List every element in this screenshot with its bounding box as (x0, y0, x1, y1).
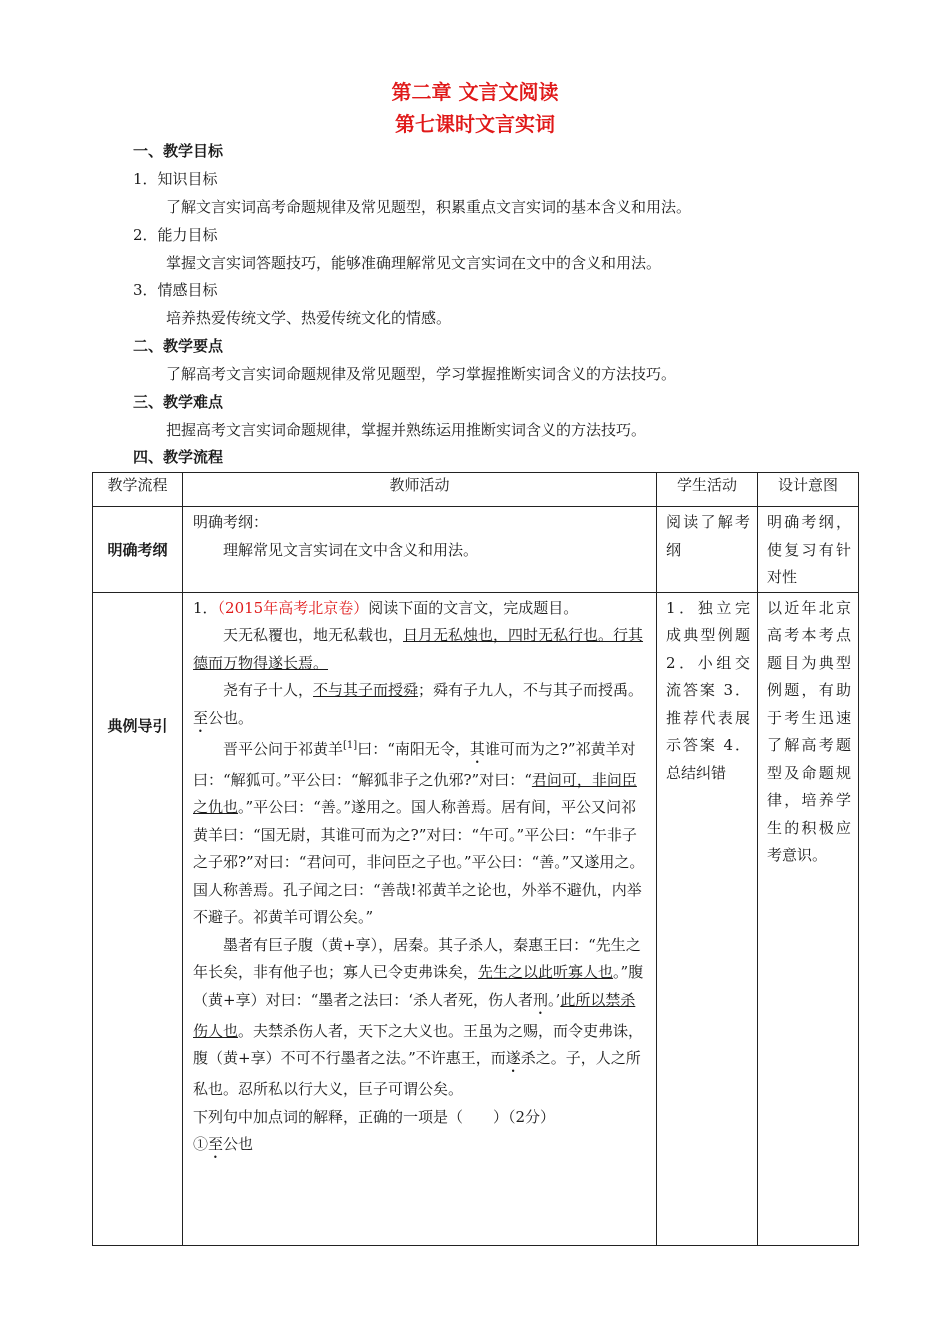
question-number: 1． (193, 598, 218, 617)
passage-text: 天无私覆也，地无私载也， (223, 626, 404, 644)
row1-teacher-line1: 明确考纲： (193, 513, 269, 531)
goal2-label: 2．能力目标 (133, 226, 218, 244)
teaching-flow-table (92, 472, 859, 1246)
stage-cell: 典例导引 (93, 592, 183, 1245)
goals-heading: 一、教学目标 (133, 142, 224, 160)
question-instruction: 阅读下面的文言文，完成题目。 (368, 598, 579, 617)
passage-paragraph (193, 622, 648, 677)
passage-text: 杀之。子，人之所私也。忍所私以行大义，巨子可谓公矣。 (193, 1049, 641, 1098)
row2-intent: 以近年北京高考本考点题目为典型例题，有助于考生迅速了解高考题型及命题规律，培养学生的积极应考意识。 (767, 598, 851, 864)
passage-paragraph (193, 677, 648, 736)
passage-text: 尧有子十人， (223, 681, 314, 699)
passage-text: 。’ (548, 990, 561, 1009)
passage-text: 曰：“南阳无令， (357, 739, 470, 758)
passage-text: 公也。 (208, 708, 254, 727)
header-cell (657, 473, 758, 507)
header-student: 学生活动 (676, 476, 737, 494)
underlined-text: 君问可，非问臣之仇也 (193, 770, 637, 816)
underlined-text: 先生之以此听寡人也 (478, 963, 614, 981)
header-teacher: 教师活动 (389, 476, 450, 494)
underlined-text: 此所以禁杀伤人也 (193, 990, 636, 1040)
dotted-word: 至 (193, 708, 209, 727)
row2-student: 1．独立完成典型例题 2．小组交流答案 3．推荐代表展示答案 4．总结纠错 (666, 598, 750, 782)
difficult-text: 把握高考文言实词命题规律，掌握并熟练运用推断实词含义的方法技巧。 (166, 421, 647, 439)
table-row (93, 507, 859, 593)
header-cell (183, 473, 657, 507)
intent-cell (758, 592, 859, 1245)
student-cell (657, 507, 758, 593)
passage-text: 。”平公曰：“善。”遂用之。国人称善焉。居有间，平公又问祁黄羊曰：“国无尉，其谁可而为之?”对曰：“午可。”平公曰：“午非子之子邪?”对曰：“君问可，非问臣之子也。”平公曰：“善。”又遂用之。国人称善焉。孔子闻之曰：“善哉!祁黄羊之论也，外举不避仇，内举不避子。祁黄羊可谓公矣。” (193, 798, 645, 926)
row1-intent: 明确考纲，使复习有针对性 (767, 513, 851, 586)
footnote-ref: [1] (343, 739, 358, 751)
passage-text: ；舜有子九人，不与其子而授禹。 (418, 681, 644, 699)
dotted-word: 刑 (533, 990, 549, 1009)
dotted-word: 其 (469, 739, 485, 758)
header-flow: 教学流程 (107, 476, 168, 494)
answer-option (193, 1131, 648, 1162)
dotted-word: 遂 (505, 1049, 521, 1067)
dotted-word: 至 (208, 1135, 224, 1153)
underlined-text: 不与其子而授舜 (313, 681, 419, 699)
intent-cell (758, 507, 859, 593)
passage-text: 晋平公问于祁黄羊 (223, 739, 344, 758)
passage-text: 。”腹（黄+享）对曰：“墨者之法曰：‘杀人者死，伤人者 (193, 963, 644, 1009)
header-cell (758, 473, 859, 507)
goal3-label: 3．情感目标 (133, 281, 218, 299)
goal1-label: 1．知识目标 (133, 170, 218, 188)
passage-text: 谁可而为之?”祁黄羊对曰：“解狐可。”平公曰：“解狐非子之仇邪?”对曰：“ (193, 739, 636, 789)
option-text: 公也 (223, 1135, 254, 1153)
question-prompt: 下列句中加点词的解释，正确的一项是（ ）（2分） (193, 1107, 556, 1126)
question-line (193, 595, 648, 623)
difficult-heading: 三、教学难点 (133, 393, 224, 411)
flow-heading: 四、教学流程 (133, 448, 224, 466)
teacher-cell (183, 592, 657, 1245)
passage-paragraph (193, 736, 648, 932)
question-source: （2015年高考北京卷） (217, 598, 369, 617)
lesson-title: 第七课时文言实词 (395, 112, 555, 136)
row1-student: 阅读了解考纲 (666, 513, 750, 559)
table-header-row (93, 473, 859, 507)
chapter-title: 第二章 文言文阅读 (391, 80, 559, 104)
row1-teacher-line2: 理解常见文言实词在文中含义和用法。 (223, 540, 479, 559)
option-number: ① (193, 1135, 209, 1153)
student-cell (657, 592, 758, 1245)
stage-cell: 明确考纲 (93, 507, 183, 593)
passage-text: 。夫禁杀伤人者，天下之大义也。王虽为之赐，而令吏弗诛，腹（黄+享）不可不行墨者之法。”不许惠王，而 (193, 1021, 644, 1067)
passage-paragraph (193, 932, 648, 1104)
header-intent: 设计意图 (777, 476, 838, 494)
key-text: 了解高考文言实词命题规律及常见题型，学习掌握推断实词含义的方法技巧。 (166, 365, 677, 383)
goal2-text: 掌握文言实词答题技巧，能够准确理解常见文言实词在文中的含义和用法。 (166, 254, 662, 272)
goal1-text: 了解文言实词高考命题规律及常见题型，积累重点文言实词的基本含义和用法。 (166, 198, 692, 216)
passage-text: 墨者有巨子腹（黄+享），居秦。其子杀人，秦惠王曰：“先生之年长矣，非有他子也；寡人已令吏弗诛矣， (193, 935, 641, 981)
underlined-text: 日月无私烛也，四时无私行也。行其德而万物得遂长焉。 (193, 626, 644, 672)
teacher-cell (183, 507, 657, 593)
header-cell (93, 473, 183, 507)
key-heading: 二、教学要点 (133, 337, 224, 355)
table-row (93, 592, 859, 1245)
goal3-text: 培养热爱传统文学、热爱传统文化的情感。 (166, 309, 452, 327)
